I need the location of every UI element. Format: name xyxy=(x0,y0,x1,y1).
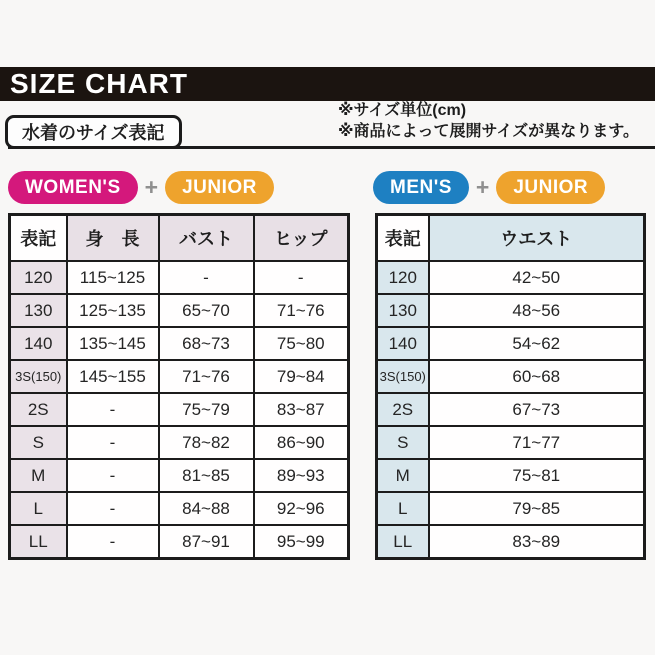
size-value-cell: - xyxy=(67,525,159,559)
table-row xyxy=(10,360,349,393)
table-row xyxy=(377,294,645,327)
size-value-cell: 81~85 xyxy=(159,459,254,492)
table-row xyxy=(377,261,645,294)
size-value-cell: 67~73 xyxy=(429,393,645,426)
size-value-cell: 60~68 xyxy=(429,360,645,393)
size-value-cell: 48~56 xyxy=(429,294,645,327)
womens-badge: WOMEN'S xyxy=(8,171,138,204)
size-value-cell: 65~70 xyxy=(159,294,254,327)
table-row xyxy=(10,459,349,492)
size-value-cell: 75~80 xyxy=(254,327,349,360)
size-value-cell: 54~62 xyxy=(429,327,645,360)
mens-junior-size-table xyxy=(375,213,646,560)
table-row xyxy=(10,492,349,525)
size-value-cell: 75~79 xyxy=(159,393,254,426)
size-value-cell: 68~73 xyxy=(159,327,254,360)
table-row xyxy=(10,294,349,327)
size-value-cell: 135~145 xyxy=(67,327,159,360)
size-value-cell: 83~89 xyxy=(429,525,645,559)
size-label-cell: 140 xyxy=(377,327,429,360)
size-label-cell: L xyxy=(10,492,67,525)
page-title: SIZE CHART xyxy=(10,68,188,99)
table-row xyxy=(377,492,645,525)
size-value-cell: 42~50 xyxy=(429,261,645,294)
size-value-cell: 71~76 xyxy=(254,294,349,327)
column-header-notation: 表記 xyxy=(10,215,67,262)
table-row xyxy=(377,393,645,426)
column-header: 身 長 xyxy=(67,215,159,262)
size-label-cell: 130 xyxy=(10,294,67,327)
plus-sign: + xyxy=(475,174,490,200)
size-label-cell: S xyxy=(10,426,67,459)
column-header: ウエスト xyxy=(429,215,645,262)
table-row xyxy=(377,426,645,459)
size-chart-banner xyxy=(0,67,655,101)
size-label-cell: 120 xyxy=(377,261,429,294)
size-label-cell: LL xyxy=(377,525,429,559)
size-label-cell: L xyxy=(377,492,429,525)
size-value-cell: 115~125 xyxy=(67,261,159,294)
size-value-cell: - xyxy=(67,426,159,459)
plus-sign: + xyxy=(144,174,159,200)
womens-junior-size-table xyxy=(8,213,350,560)
size-label-cell: 2S xyxy=(10,393,67,426)
junior-badge: JUNIOR xyxy=(496,171,605,204)
size-label-cell: LL xyxy=(10,525,67,559)
table-header-row xyxy=(10,215,349,262)
table-row xyxy=(377,360,645,393)
size-value-cell: - xyxy=(67,492,159,525)
mens-badge: MEN'S xyxy=(373,171,469,204)
size-value-cell: 78~82 xyxy=(159,426,254,459)
size-value-cell: 145~155 xyxy=(67,360,159,393)
size-value-cell: 125~135 xyxy=(67,294,159,327)
table-header-row xyxy=(377,215,645,262)
table-row xyxy=(10,426,349,459)
size-value-cell: 79~84 xyxy=(254,360,349,393)
size-value-cell: 84~88 xyxy=(159,492,254,525)
size-value-cell: - xyxy=(159,261,254,294)
column-header-notation: 表記 xyxy=(377,215,429,262)
badge-group-womens-junior xyxy=(8,171,274,204)
table-row xyxy=(10,393,349,426)
size-label-cell: 140 xyxy=(10,327,67,360)
size-value-cell: 71~76 xyxy=(159,360,254,393)
size-label-cell: 120 xyxy=(10,261,67,294)
table-row xyxy=(10,261,349,294)
size-label-cell: 3S(150) xyxy=(377,360,429,393)
size-value-cell: 86~90 xyxy=(254,426,349,459)
table-row xyxy=(377,327,645,360)
size-value-cell: 95~99 xyxy=(254,525,349,559)
column-header: ヒップ xyxy=(254,215,349,262)
size-value-cell: 89~93 xyxy=(254,459,349,492)
size-value-cell: 79~85 xyxy=(429,492,645,525)
section-label-text: 水着のサイズ表記 xyxy=(22,123,165,143)
table-row xyxy=(10,525,349,559)
size-label-cell: 2S xyxy=(377,393,429,426)
table-row xyxy=(377,525,645,559)
column-header: バスト xyxy=(159,215,254,262)
section-label-swimwear-sizes xyxy=(5,115,182,149)
size-label-cell: M xyxy=(377,459,429,492)
size-label-cell: M xyxy=(10,459,67,492)
size-value-cell: 75~81 xyxy=(429,459,645,492)
note-availability: ※商品によって展開サイズが異なります。 xyxy=(338,123,639,140)
size-label-cell: S xyxy=(377,426,429,459)
size-value-cell: - xyxy=(67,459,159,492)
size-value-cell: 71~77 xyxy=(429,426,645,459)
size-value-cell: - xyxy=(254,261,349,294)
size-value-cell: 83~87 xyxy=(254,393,349,426)
size-label-cell: 3S(150) xyxy=(10,360,67,393)
junior-badge: JUNIOR xyxy=(165,171,274,204)
size-value-cell: 87~91 xyxy=(159,525,254,559)
size-label-cell: 130 xyxy=(377,294,429,327)
badge-group-mens-junior xyxy=(373,171,605,204)
size-notes xyxy=(338,100,639,142)
table-row xyxy=(377,459,645,492)
note-unit: ※サイズ単位(cm) xyxy=(338,102,467,119)
size-value-cell: 92~96 xyxy=(254,492,349,525)
table-row xyxy=(10,327,349,360)
size-value-cell: - xyxy=(67,393,159,426)
